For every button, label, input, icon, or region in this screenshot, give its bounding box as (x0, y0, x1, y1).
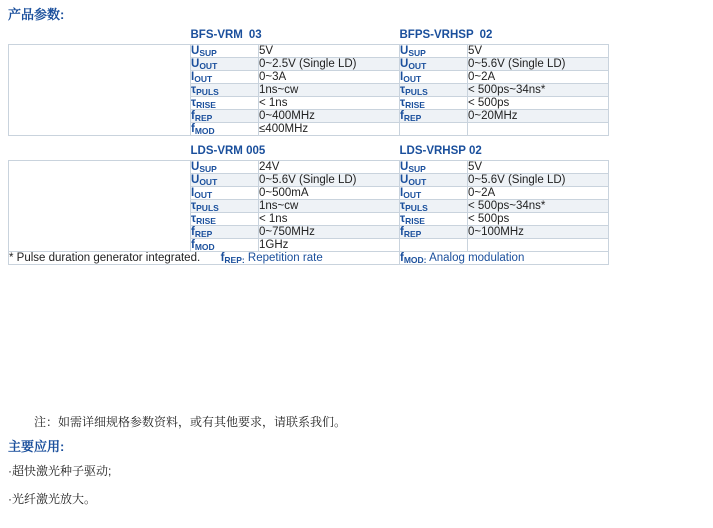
param-value: 5V (468, 161, 609, 174)
page-title-applications: 主要应用: (8, 439, 65, 454)
application-item-1: ·超快激光种子驱动; (8, 464, 112, 478)
param-label: $f_{REP}$ (191, 110, 259, 123)
header-spacer (9, 142, 191, 161)
param-label: $U_{OUT}$ (400, 174, 468, 187)
empty-cell (468, 239, 609, 252)
param-label: $U_{SUP}$ (400, 161, 468, 174)
param-value: 0~2A (468, 71, 609, 84)
param-label: $f_{MOD}$ (191, 123, 259, 136)
spec-tables (8, 26, 608, 265)
table-2-header-row (9, 142, 609, 161)
param-label: $\tau_{PULS}$ (400, 200, 468, 213)
frep-symbol: $f_{REP:}$ (220, 252, 245, 265)
param-label: $U_{SUP}$ (191, 161, 259, 174)
spec-table-1 (8, 26, 609, 136)
param-value: < 1ns (259, 213, 400, 226)
param-value: < 500ps (468, 97, 609, 110)
param-value: 24V (259, 161, 400, 174)
table-1-col-2-header (400, 26, 609, 45)
table-row (9, 161, 609, 174)
application-item-2: ·光纤激光放大。 (8, 492, 96, 506)
param-value: 0~3A (259, 71, 400, 84)
param-label: $\tau_{PULS}$ (400, 84, 468, 97)
param-value: 0~5.6V (Single LD) (468, 174, 609, 187)
driver-board-photo-bottom (9, 161, 191, 252)
param-label: $\tau_{RISE}$ (191, 97, 259, 110)
fmod-text: Analog modulation (426, 252, 525, 264)
param-value: 0~500mA (259, 187, 400, 200)
table-2-col-2-header: LDS-VRHSP 02 (400, 142, 609, 161)
param-value: 0~5.6V (Single LD) (259, 174, 400, 187)
param-label: $\tau_{RISE}$ (191, 213, 259, 226)
empty-cell (400, 239, 468, 252)
param-label: $f_{REP}$ (400, 226, 468, 239)
param-value: 0~2.5V (Single LD) (259, 58, 400, 71)
empty-cell (400, 123, 468, 136)
param-value: 0~400MHz (259, 110, 400, 123)
fmod-symbol: $f_{MOD:}$ (400, 252, 427, 265)
spec-table-2 (8, 142, 609, 265)
footnote-star-text: * Pulse duration generator integrated. (9, 252, 201, 264)
param-label: $\tau_{PULS}$ (191, 84, 259, 97)
frep-text: Repetition rate (244, 252, 323, 264)
table-2-col-1-header: LDS-VRM 005 (191, 142, 400, 161)
param-label: $U_{SUP}$ (191, 45, 259, 58)
param-label: $U_{OUT}$ (191, 58, 259, 71)
table-1-col-1-header (191, 26, 400, 45)
param-value: 1ns~cw (259, 84, 400, 97)
param-label: $f_{REP}$ (400, 110, 468, 123)
table-1-header-row (9, 26, 609, 45)
table-1-col-2-name: BFPS-VRHSP (399, 29, 474, 41)
param-label: $f_{REP}$ (191, 226, 259, 239)
param-label: $I_{OUT}$ (191, 71, 259, 84)
param-label: $f_{MOD}$ (191, 239, 259, 252)
param-value: < 500ps (468, 213, 609, 226)
table-1-col-2-suffix: 02 (479, 29, 493, 41)
param-value: 1GHz (259, 239, 400, 252)
param-label: $U_{SUP}$ (400, 45, 468, 58)
param-label: $\tau_{PULS}$ (191, 200, 259, 213)
param-value: 0~20MHz (468, 110, 609, 123)
param-label: $U_{OUT}$ (191, 174, 259, 187)
driver-board-photo-top (9, 45, 191, 136)
param-value: < 1ns (259, 97, 400, 110)
param-label: $I_{OUT}$ (400, 187, 468, 200)
param-value: < 500ps~34ns* (468, 84, 609, 97)
param-label: $U_{OUT}$ (400, 58, 468, 71)
footnote-fmod-cell (400, 252, 609, 265)
footnote-star-cell (9, 252, 400, 265)
param-value: < 500ps~34ns* (468, 200, 609, 213)
param-value: 0~5.6V (Single LD) (468, 58, 609, 71)
param-label: $\tau_{RISE}$ (400, 97, 468, 110)
empty-cell (468, 123, 609, 136)
param-value: ≤400MHz (259, 123, 400, 136)
table-1-col-1-suffix: 03 (248, 29, 262, 41)
param-label: $\tau_{RISE}$ (400, 213, 468, 226)
param-value: 1ns~cw (259, 200, 400, 213)
table-row (9, 45, 609, 58)
param-label: $I_{OUT}$ (191, 187, 259, 200)
footnote-row (9, 252, 609, 265)
param-value: 0~750MHz (259, 226, 400, 239)
header-spacer (9, 26, 191, 45)
param-value: 5V (468, 45, 609, 58)
param-value: 5V (259, 45, 400, 58)
page-title-parameters: 产品参数: (8, 7, 65, 22)
contact-note: 注：如需详细规格参数资料，或有其他要求，请联系我们。 (34, 415, 347, 429)
param-value: 0~2A (468, 187, 609, 200)
param-value: 0~100MHz (468, 226, 609, 239)
param-label: $I_{OUT}$ (400, 71, 468, 84)
table-1-col-1-name: BFS-VRM (190, 29, 243, 41)
